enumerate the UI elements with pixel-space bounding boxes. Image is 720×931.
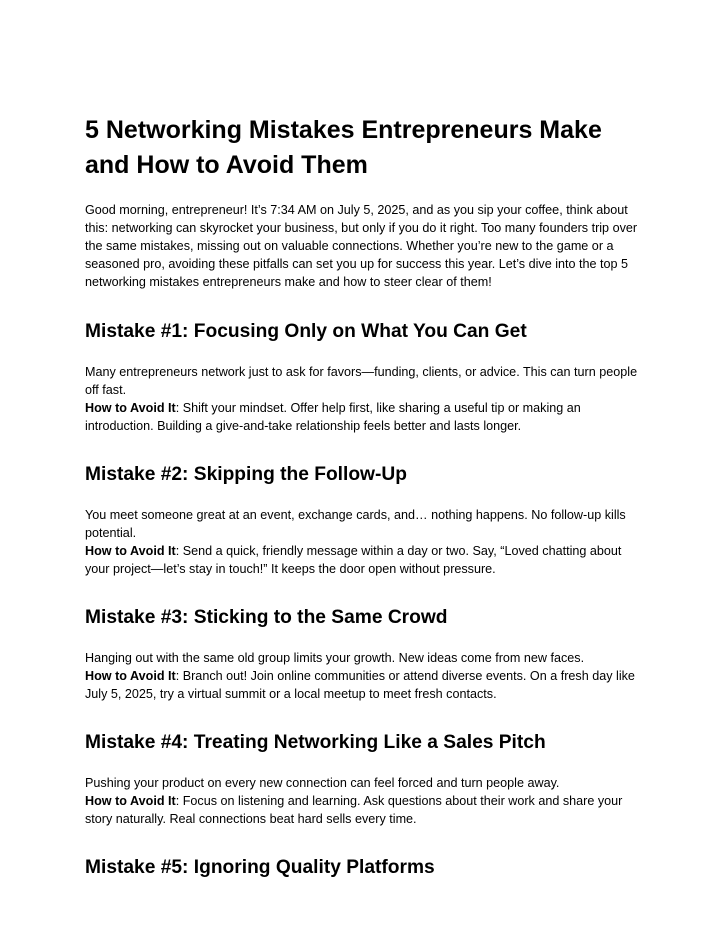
section-heading: Mistake #2: Skipping the Follow-Up xyxy=(85,464,407,485)
section-solution xyxy=(85,667,640,703)
solution-text: : Branch out! Join online communities or attend diverse events. On a fresh day like July 5, 2025, try a virtual summit or a local meetup to meet fresh contacts. xyxy=(85,669,635,701)
section-problem: You meet someone great at an event, exchange cards, and… nothing happens. No follow-up kills potential. xyxy=(85,508,626,540)
section-problem: Pushing your product on every new connection can feel forced and turn people away. xyxy=(85,776,560,790)
avoid-label: How to Avoid It xyxy=(85,669,176,683)
section-heading: Mistake #3: Sticking to the Same Crowd xyxy=(85,607,448,628)
section-mistake-4 xyxy=(85,730,640,828)
section-solution xyxy=(85,792,640,828)
section-mistake-1 xyxy=(85,319,640,435)
solution-text: : Shift your mindset. Offer help first, like sharing a useful tip or making an introduction. Building a give-and-take relationship feels better and lasts longer. xyxy=(85,401,581,433)
section-problem: Many entrepreneurs network just to ask for favors—funding, clients, or advice. This can turn people off fast. xyxy=(85,365,638,397)
avoid-label: How to Avoid It xyxy=(85,794,176,808)
section-solution xyxy=(85,542,640,578)
section-heading: Mistake #5: Ignoring Quality Platforms xyxy=(85,857,435,878)
avoid-label: How to Avoid It xyxy=(85,401,176,415)
section-heading: Mistake #1: Focusing Only on What You Can Get xyxy=(85,321,527,342)
section-mistake-2 xyxy=(85,462,640,578)
intro-paragraph: Good morning, entrepreneur! It’s 7:34 AM on July 5, 2025, and as you sip your coffee, think about this: networking can skyrocket your business, but only if you do it right. Too many founders trip over the same mistakes, missing out on valuable connections. Whether you’re new to the game or a seasoned pro, avoiding these pitfalls can set you up for success this year. Let’s dive into the top 5 networking mistakes entrepreneurs make and how to steer clear of them! xyxy=(85,203,638,289)
document-title: 5 Networking Mistakes Entrepreneurs Make and How to Avoid Them xyxy=(85,116,602,179)
solution-text: : Focus on listening and learning. Ask questions about their work and share your story naturally. Real connections beat hard sells every time. xyxy=(85,794,623,826)
section-mistake-5 xyxy=(85,855,640,880)
document-page xyxy=(85,113,640,899)
section-solution xyxy=(85,399,640,435)
section-problem: Hanging out with the same old group limits your growth. New ideas come from new faces. xyxy=(85,651,585,665)
section-heading: Mistake #4: Treating Networking Like a Sales Pitch xyxy=(85,732,546,753)
section-mistake-3 xyxy=(85,605,640,703)
solution-text: : Send a quick, friendly message within a day or two. Say, “Loved chatting about your project—let’s stay in touch!” It keeps the door open without pressure. xyxy=(85,544,622,576)
avoid-label: How to Avoid It xyxy=(85,544,176,558)
